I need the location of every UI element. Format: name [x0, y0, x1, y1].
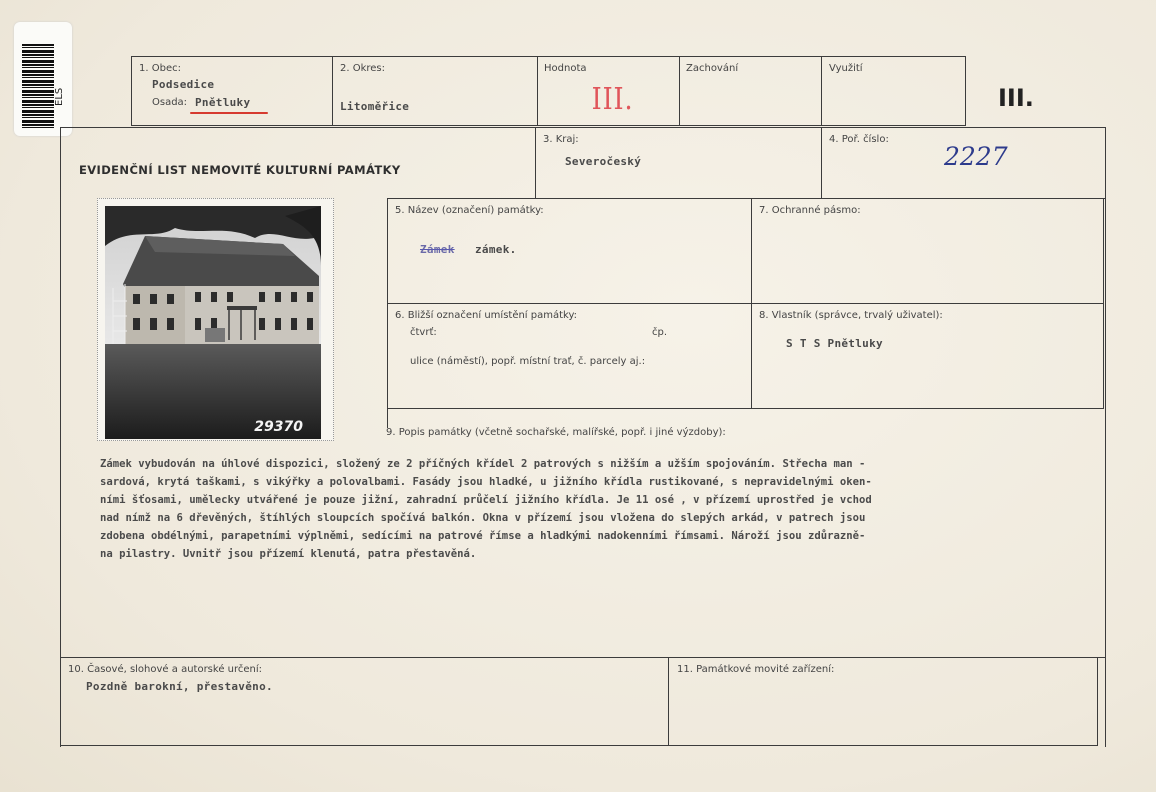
barcode-icon: [22, 44, 54, 128]
field-cp-label: čp.: [652, 327, 668, 338]
field-cislo-label: 4. Poř. číslo:: [829, 134, 889, 145]
field-nazev-struck: Zámek: [420, 243, 455, 256]
field-osada-label: Osada:: [152, 97, 188, 108]
photo-divider: [387, 408, 388, 428]
field-popis-label: 9. Popis památky (včetně sochařské, malířské, popř. i jiné výzdoby):: [386, 427, 726, 438]
field-urceni-value: Pozdně barokní, přestavěno.: [86, 680, 273, 693]
manor-photo: [105, 206, 321, 439]
field-urceni-label: 10. Časové, slohové a autorské určení:: [68, 664, 263, 675]
description-line: Zámek vybudován na úhlové dispozici, složený ze 2 příčných křídel 2 patrových s nižším a užším spojováním. Střecha man -: [100, 458, 866, 470]
photo-number: 29370: [254, 419, 303, 435]
field-okres-label: 2. Okres:: [340, 63, 386, 74]
description-line: ními šťosami, umělecky utvářené je pouze jižní, zahradní průčelí jižního křídla. Je 11 osé , v přízemí uprostřed je vchod: [100, 494, 872, 506]
field-ochranne-label: 7. Ochranné pásmo:: [759, 205, 861, 216]
field-vyuziti-label: Využití: [829, 63, 863, 74]
field-osada-value: Pnětluky: [195, 96, 251, 109]
field-hodnota-value: III.: [591, 82, 634, 117]
field-obec-value: Podsedice: [152, 78, 215, 91]
corner-class-value: III.: [998, 84, 1034, 112]
field-cislo-value: 2227: [944, 142, 1008, 171]
field-kraj-value: Severočeský: [565, 155, 642, 168]
field-nazev-value: zámek.: [475, 243, 517, 256]
field-zachovani-label: Zachování: [686, 63, 739, 74]
description-line: sardová, krytá taškami, s vikýřky a polovalbami. Fasády jsou hladké, u jižního křídla rustikované, s nepravidelnými oken-: [100, 476, 872, 488]
barcode-text: ELS: [54, 87, 65, 106]
card-title: EVIDENČNÍ LIST NEMOVITÉ KULTURNÍ PAMÁTKY: [79, 163, 401, 177]
osada-underline: [190, 112, 268, 114]
field-obec-label: 1. Obec:: [139, 63, 181, 74]
description-line: nad nímž na 6 dřevěných, štíhlých sloupcích spočívá balkón. Okna v přízemí jsou vložena do slepých arkád, v patrech jsou: [100, 512, 866, 524]
barcode-sticker: [14, 22, 72, 136]
field-umisteni-label: 6. Bližší označení umístění památky:: [395, 310, 578, 321]
description-line: zdobena obdélnými, parapetními výplněmi, sedícími na patrové římse a hladkými nadokenními římsami. Nároží jsou zdůrazně-: [100, 530, 866, 542]
field-hodnota-label: Hodnota: [544, 63, 587, 74]
field-ctvrt-label: čtvrť:: [410, 327, 437, 338]
field-nazev-label: 5. Název (označení) památky:: [395, 205, 544, 216]
description-line: na pilastry. Uvnitř jsou přízemí klenutá, patra přestavěná.: [100, 548, 477, 560]
field-okres-value: Litoměřice: [340, 100, 410, 113]
field-kraj-label: 3. Kraj:: [543, 134, 579, 145]
field-vlastnik-label: 8. Vlastník (správce, trvalý uživatel):: [759, 310, 943, 321]
manor-photo-image: [105, 206, 321, 439]
field-zarizeni-label: 11. Památkové movité zařízení:: [677, 664, 835, 675]
field-ulice-label: ulice (náměstí), popř. místní trať, č. parcely aj.:: [410, 356, 646, 367]
photo-frame: [97, 198, 334, 441]
field-vlastnik-value: S T S Pnětluky: [786, 337, 883, 350]
